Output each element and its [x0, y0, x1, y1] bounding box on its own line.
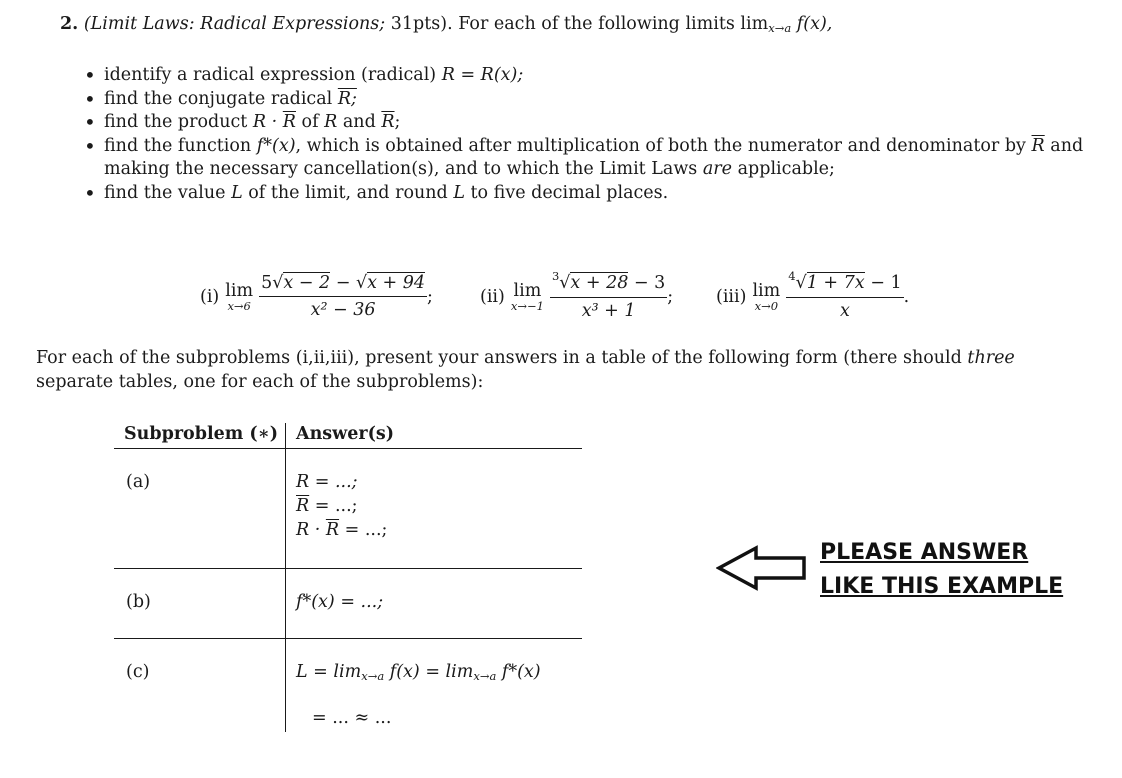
fraction-numerator: $^4$√1 + 7x − 1: [786, 273, 903, 298]
table-column-divider: [285, 423, 286, 732]
instructions-paragraph: For each of the subproblems (i,ii,iii), present your answers in a table of the following form (there should three separate tables, one for each of the subproblems):: [36, 348, 1015, 392]
bullet-value: • find the value L of the limit, and round L to five decimal places.: [84, 182, 1094, 206]
subproblem-iii: (iii) lim x→0 $\frac{^4√1 + 7x - 1}{x}$ .: [716, 269, 910, 321]
row-b-line1: f*(x) = ...;: [296, 592, 384, 612]
subproblem-label: (iii): [716, 287, 747, 307]
answer-callout: [820, 536, 1063, 604]
limit-operator: lim x→−1: [510, 281, 544, 313]
root-index: 3: [551, 269, 560, 283]
table-row-rule: [114, 568, 582, 569]
sqrt-symbol: √: [272, 273, 284, 293]
bullet-conjugate: • find the conjugate radical R;: [84, 88, 1094, 112]
row-a-label: (a): [126, 472, 151, 492]
row-a-line1: R = ...;: [296, 472, 358, 492]
subproblem-i: (i) lim x→6 $\frac{5√x - 2 - √x + 94}{\text{x² − 36}}$ ;: [200, 273, 433, 320]
subproblem-label: (i): [200, 286, 220, 307]
left-arrow-icon: [716, 545, 808, 591]
limit-notation: lim: [740, 14, 769, 34]
table-row-rule: [114, 638, 582, 639]
table-header-answers: Answer(s): [296, 424, 394, 444]
table-header-subproblem: Subproblem (∗): [124, 424, 279, 444]
task-bullet-list: [84, 64, 1094, 205]
sqrt-symbol: √: [795, 273, 807, 293]
problem-number: 2.: [60, 14, 79, 34]
answer-table: [114, 420, 582, 732]
subproblem-label: (ii): [480, 287, 505, 307]
row-c-line2: = ... ≈ ...: [312, 708, 392, 728]
row-a-line2: $\overline{R}$ = ...;: [296, 496, 358, 516]
problem-title: (Limit Laws: Radical Expressions;: [83, 14, 386, 34]
bullet-identify-radical: • identify a radical expression (radical) R = R(x);: [84, 64, 1094, 88]
limit-fraction: [786, 269, 903, 321]
fraction-denominator: x³ + 1: [581, 301, 636, 321]
limit-fraction: [259, 273, 427, 320]
table-header-rule: [114, 448, 582, 449]
row-a-line3: $R \cdot \overline{R}$ = ...;: [296, 520, 388, 540]
bullet-function: • find the function f*(x), which is obtained after multiplication of both the numerator and denominator by $\overline{R}$ and making the necessary cancellation(s), and to which the Limit Laws are applicable;: [84, 135, 1094, 182]
limit-fraction: [550, 269, 667, 321]
fraction-numerator: 5√x − 2 − √x + 94: [259, 273, 427, 297]
problem-points: 31pts).: [390, 14, 453, 34]
limit-operator: lim x→0: [752, 281, 781, 313]
fraction-denominator: x: [839, 301, 850, 321]
root-index: 4: [788, 269, 796, 283]
limit-operator: lim x→6: [225, 280, 254, 313]
limit-function: f(x),: [796, 14, 833, 34]
callout-line-1: PLEASE ANSWER: [820, 540, 1029, 565]
row-c-line1: L = limx→a f(x) = limx→a f*(x): [296, 662, 541, 683]
sqrt-symbol: √: [559, 273, 571, 293]
problem-header: [60, 14, 832, 34]
problem-intro: For each of the following limits: [458, 14, 735, 34]
row-c-label: (c): [126, 662, 150, 682]
bullet-product: • find the product $R \cdot \overline{R}$ of R and $\overline{R}$;: [84, 111, 1094, 135]
fraction-denominator: x² − 36: [310, 300, 376, 320]
subproblem-ii: (ii) lim x→−1 $\frac{^3√x + 28 - 3}{\text{x³ + 1}}$ ;: [480, 269, 674, 321]
sqrt-symbol: √: [355, 273, 368, 293]
row-b-label: (b): [126, 592, 151, 612]
fraction-numerator: $^3$√x + 28 − 3: [550, 273, 667, 298]
callout-line-2: LIKE THIS EXAMPLE: [820, 574, 1064, 599]
limit-subscript: x→a: [768, 21, 792, 35]
